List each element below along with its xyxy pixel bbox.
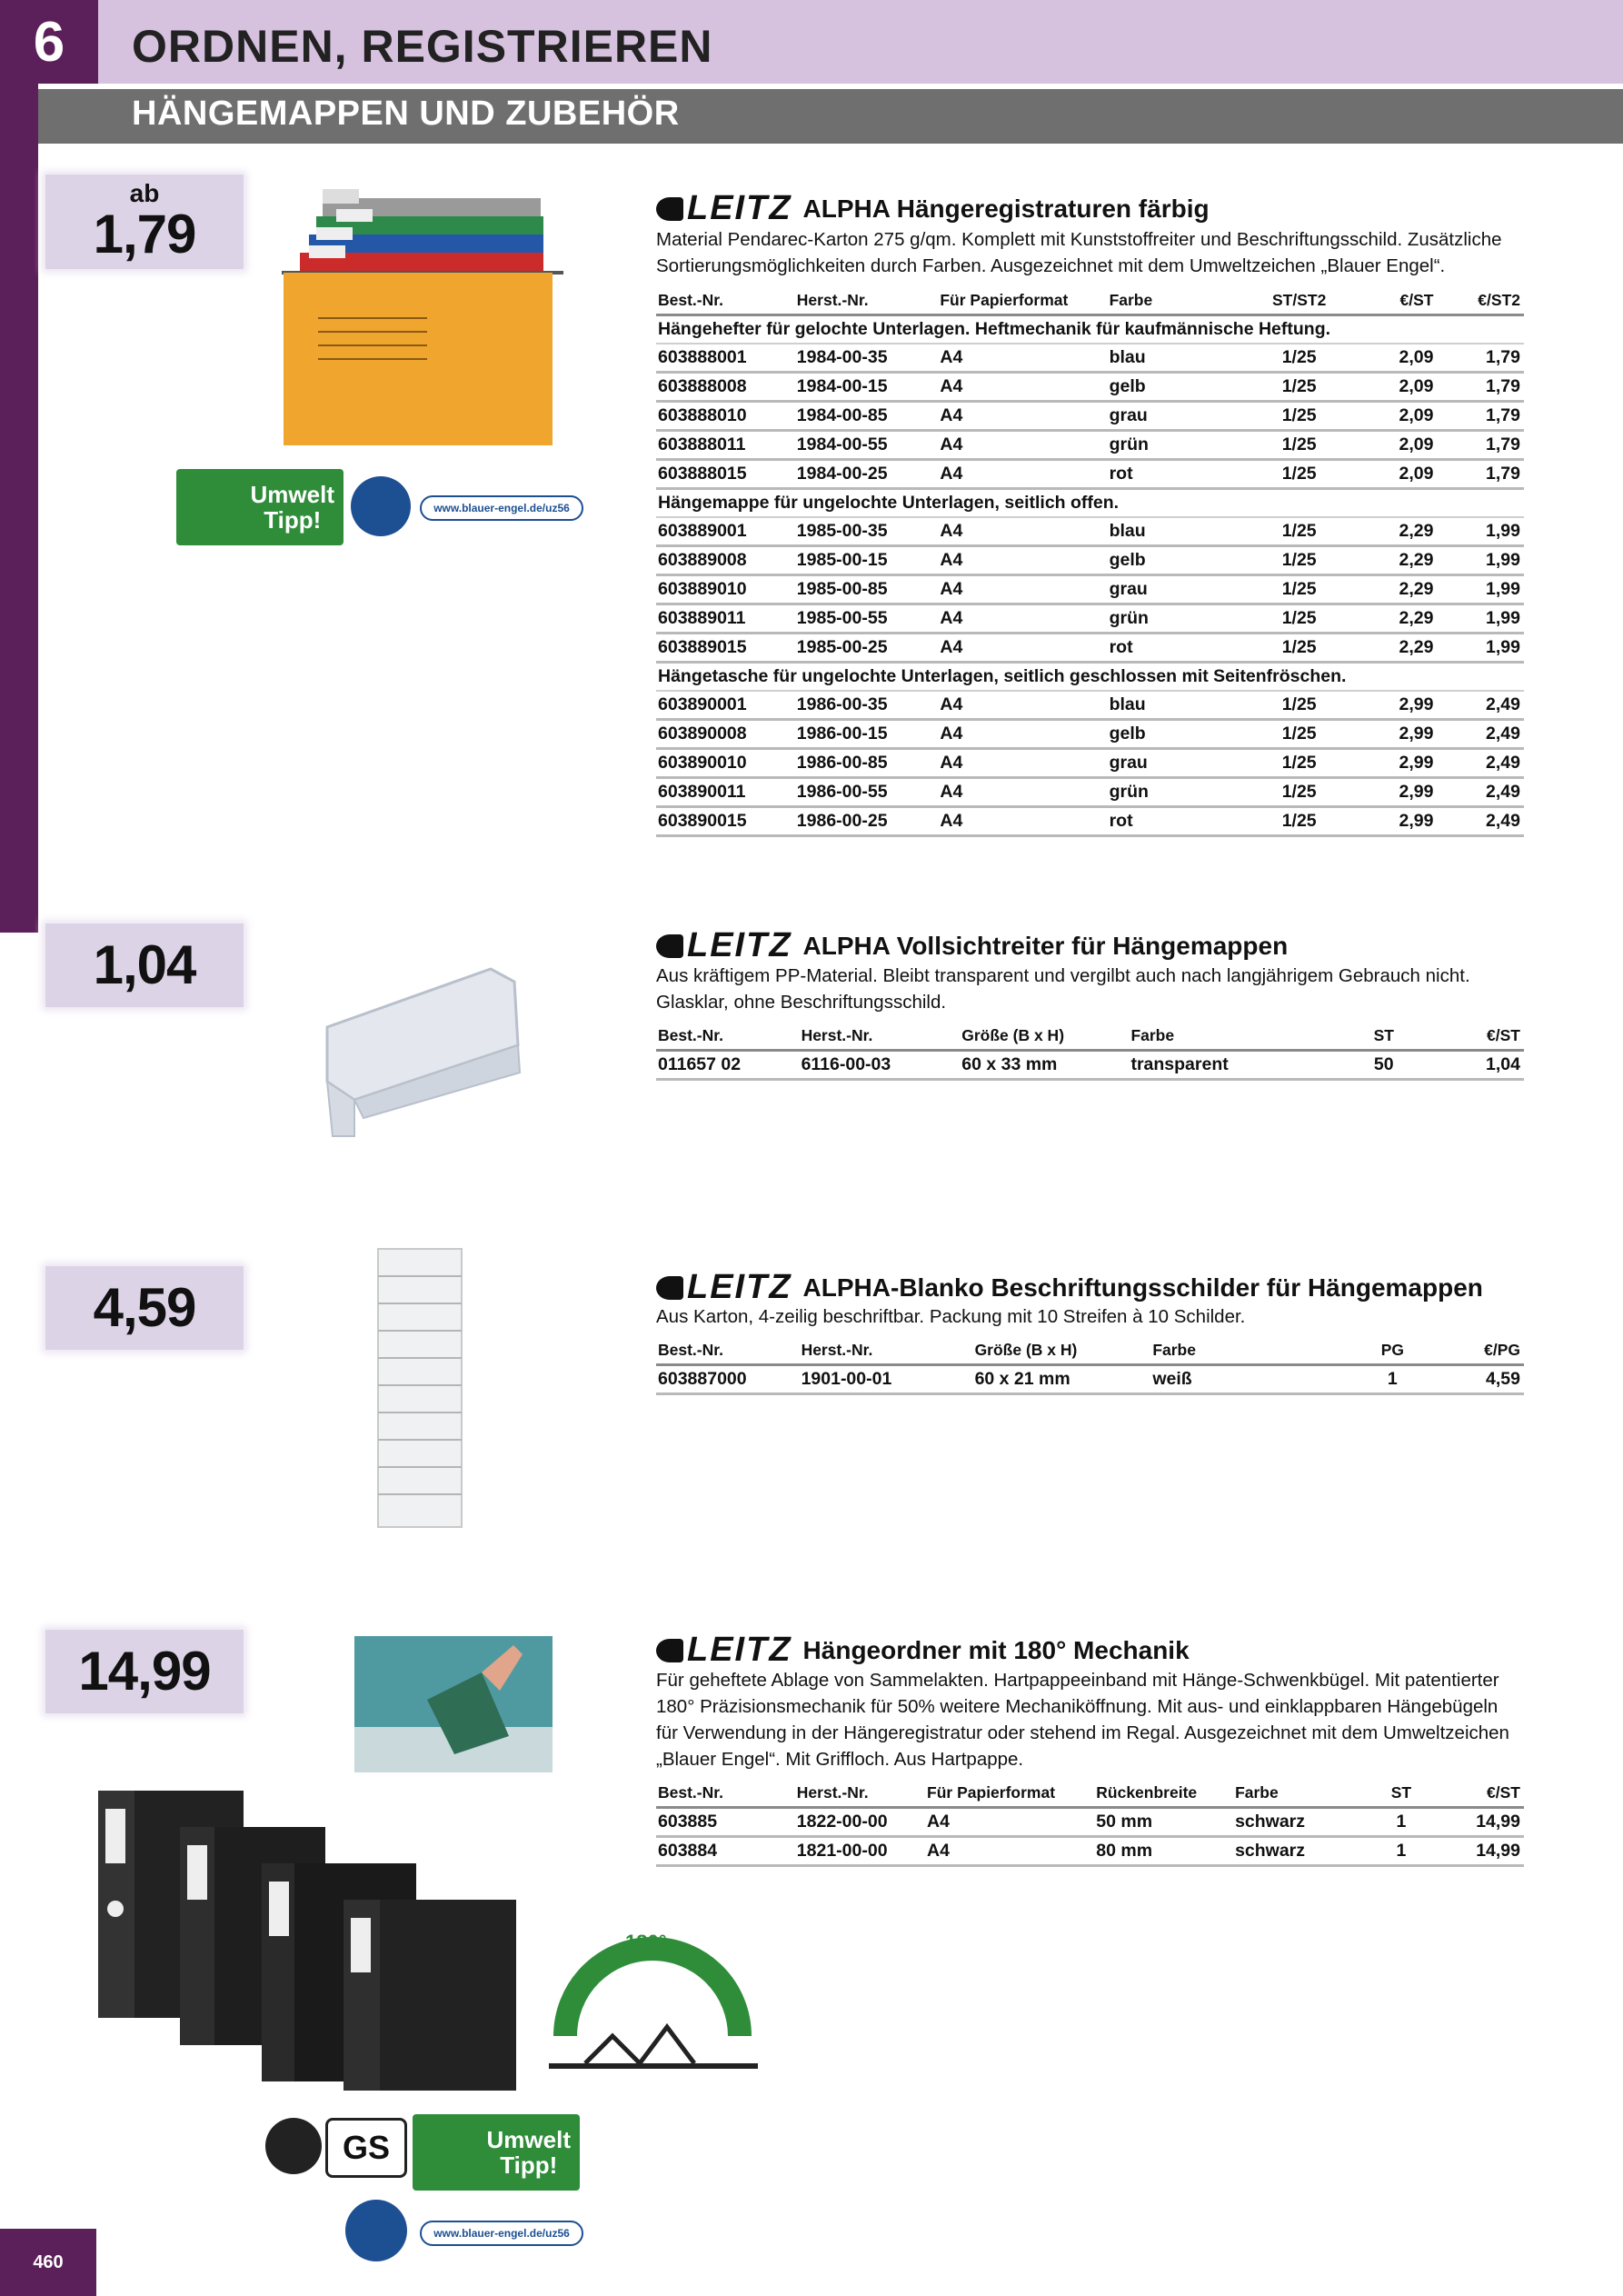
product-title-text: ALPHA-Blanko Beschriftungsschilder für Hängemappen [802, 1273, 1483, 1302]
table-cell: 1/25 [1246, 373, 1350, 402]
price-value: 4,59 [93, 1277, 196, 1338]
table-cell: A4 [938, 402, 1107, 431]
table-cell: 2,99 [1350, 720, 1438, 749]
chapter-number: 6 [0, 0, 98, 84]
table-cell: 2,99 [1350, 807, 1438, 836]
table-cell: 1986-00-35 [795, 691, 939, 720]
table-cell: 50 mm [1094, 1808, 1233, 1837]
column-header: €/ST2 [1437, 286, 1524, 315]
table-cell: 1984-00-15 [795, 373, 939, 402]
table-header-row [656, 1022, 1524, 1051]
table-cell: 60 x 33 mm [960, 1051, 1129, 1080]
order-number-cell: 603890008 [656, 720, 795, 749]
table-cell: 2,09 [1350, 460, 1438, 489]
table-cell: 2,09 [1350, 344, 1438, 373]
order-number-cell: 603888001 [656, 344, 795, 373]
tab-insert-image [309, 963, 527, 1145]
table-cell: 1,99 [1437, 634, 1524, 663]
table-cell: A4 [938, 373, 1107, 402]
table-cell: 2,49 [1437, 778, 1524, 807]
order-number-cell: 603889011 [656, 604, 795, 634]
table-cell: transparent [1129, 1051, 1337, 1080]
table-cell: 1/25 [1246, 575, 1350, 604]
table-cell: 1,79 [1437, 460, 1524, 489]
table-cell: 2,09 [1350, 431, 1438, 460]
table-row [656, 517, 1524, 546]
table-cell: A4 [938, 431, 1107, 460]
column-header: Größe (B x H) [973, 1336, 1151, 1365]
product-title-text: ALPHA Hängeregistraturen färbig [802, 194, 1210, 223]
column-header: Größe (B x H) [960, 1022, 1129, 1051]
order-number-cell: 603888010 [656, 402, 795, 431]
table-cell: 1,79 [1437, 402, 1524, 431]
product-table-1 [656, 286, 1524, 837]
table-cell: 1,79 [1437, 373, 1524, 402]
section-label-row [656, 663, 1524, 692]
usage-photo [354, 1636, 553, 1772]
table-cell: A4 [938, 691, 1107, 720]
umwelt-tipp-badge [413, 2114, 580, 2191]
column-header: Farbe [1233, 1779, 1372, 1808]
table-cell: 2,99 [1350, 691, 1438, 720]
table-cell: weiß [1150, 1365, 1354, 1394]
blauer-engel-icon [345, 2200, 407, 2261]
table-cell: A4 [938, 344, 1107, 373]
label-strip-image [376, 1247, 463, 1531]
table-row [656, 546, 1524, 575]
section-label-row [656, 489, 1524, 518]
table-cell: 1986-00-25 [795, 807, 939, 836]
section-label: Hängehefter für gelochte Unterlagen. Heftmechanik für kaufmännische Heftung. [656, 315, 1524, 344]
column-header: Best.-Nr. [656, 286, 795, 315]
table-cell: 1,99 [1437, 546, 1524, 575]
column-header: ST [1338, 1022, 1429, 1051]
price-badge-2 [45, 923, 244, 1007]
column-header: Best.-Nr. [656, 1779, 795, 1808]
table-cell: 1/25 [1246, 720, 1350, 749]
column-header: Herst.-Nr. [800, 1336, 973, 1365]
product-table-4 [656, 1779, 1524, 1867]
section-label-row [656, 315, 1524, 344]
product-description-2: Aus kräftigem PP-Material. Bleibt transparent und vergilbt auch nach langjährigem Gebrauch nicht. Glasklar, ohne Beschriftungsschild. [656, 965, 1470, 1013]
order-number-cell: 603889008 [656, 546, 795, 575]
table-cell: 1/25 [1246, 691, 1350, 720]
price-value: 14,99 [78, 1641, 211, 1702]
gs-mark: GS [325, 2118, 407, 2178]
quality-seal-icon [265, 2118, 322, 2174]
order-number-cell: 603890015 [656, 807, 795, 836]
table-cell: 50 [1338, 1051, 1429, 1080]
blauer-engel-url: www.blauer-engel.de/uz56 [420, 495, 583, 521]
order-number-cell: 603890001 [656, 691, 795, 720]
table-cell: 1984-00-55 [795, 431, 939, 460]
table-cell: 1985-00-15 [795, 546, 939, 575]
table-row [656, 1051, 1524, 1080]
column-header: €/ST [1429, 1779, 1524, 1808]
table-cell: 14,99 [1429, 1808, 1524, 1837]
table-cell: grün [1108, 431, 1247, 460]
table-cell: 1 [1372, 1808, 1429, 1837]
table-cell: 80 mm [1094, 1837, 1233, 1866]
table-cell: 1/25 [1246, 431, 1350, 460]
table-row [656, 634, 1524, 663]
column-header: Best.-Nr. [656, 1336, 800, 1365]
badge-180: 180° [625, 1931, 667, 1953]
product-title-4 [656, 1631, 1190, 1670]
column-header: €/ST [1350, 286, 1438, 315]
table-cell: A4 [938, 720, 1107, 749]
table-row [656, 1808, 1524, 1837]
table-cell: grün [1108, 604, 1247, 634]
order-number-cell: 603889001 [656, 517, 795, 546]
table-row [656, 720, 1524, 749]
table-cell: A4 [938, 604, 1107, 634]
page-number: 460 [0, 2229, 96, 2296]
table-cell: A4 [938, 460, 1107, 489]
table-cell: 1/25 [1246, 517, 1350, 546]
table-cell: 1985-00-55 [795, 604, 939, 634]
column-header: Farbe [1150, 1336, 1354, 1365]
table-cell: 1821-00-00 [795, 1837, 925, 1866]
price-badge-3 [45, 1266, 244, 1350]
product-description-1: Material Pendarec-Karton 275 g/qm. Komplett mit Kunststoffreiter und Beschriftungsschild. Zusätzliche Sortierungsmöglichkeiten durch Farben. Ausgezeichnet mit dem Umweltzeichen „Blauer Engel“. [656, 229, 1502, 276]
column-header: Farbe [1108, 286, 1247, 315]
table-row [656, 575, 1524, 604]
table-cell: 1901-00-01 [800, 1365, 973, 1394]
table-cell: 2,29 [1350, 517, 1438, 546]
table-cell: A4 [938, 575, 1107, 604]
order-number-cell: 603890010 [656, 749, 795, 778]
table-cell: 1/25 [1246, 344, 1350, 373]
table-cell: 1/25 [1246, 402, 1350, 431]
order-number-cell: 603888008 [656, 373, 795, 402]
column-header: ST/ST2 [1246, 286, 1350, 315]
table-cell: 1/25 [1246, 807, 1350, 836]
price-prefix: ab [129, 179, 160, 207]
order-number-cell: 011657 02 [656, 1051, 800, 1080]
table-row [656, 778, 1524, 807]
table-cell: 1,04 [1429, 1051, 1524, 1080]
table-cell: A4 [938, 749, 1107, 778]
chapter-title: ORDNEN, REGISTRIEREN [132, 21, 713, 72]
column-header: PG [1355, 1336, 1429, 1365]
table-cell: grau [1108, 575, 1247, 604]
table-cell: 1/25 [1246, 778, 1350, 807]
binders-image [89, 1763, 562, 2100]
table-cell: 1984-00-85 [795, 402, 939, 431]
column-header: Für Papierformat [925, 1779, 1094, 1808]
product-title-2 [656, 926, 1288, 965]
table-cell: 1 [1355, 1365, 1429, 1394]
product-table-2 [656, 1022, 1524, 1081]
table-cell: grün [1108, 778, 1247, 807]
table-cell: 1/25 [1246, 604, 1350, 634]
table-cell: 1984-00-35 [795, 344, 939, 373]
table-cell: 1,79 [1437, 431, 1524, 460]
order-number-cell: 603888015 [656, 460, 795, 489]
price-value: 1,79 [93, 204, 196, 265]
leitz-logo: LEITZ [656, 926, 792, 965]
table-row [656, 807, 1524, 836]
table-cell: schwarz [1233, 1837, 1372, 1866]
product-description-4: Für geheftete Ablage von Sammelakten. Hartpappeeinband mit Hänge-Schwenkbügel. Mit patentierter 180° Präzisionsmechanik für 50% weitere Mechaniköffnung. Mit aus- und einklappbaren Hängebügeln für Verwendung in der Hängeregistratur oder stehend im Regal. Ausgezeichnet mit dem Umweltzeichen „Blauer Engel“. Mit Griffloch. Aus Hartpappe. [656, 1670, 1509, 1770]
product-title-1 [656, 189, 1210, 228]
product-title-3 [656, 1268, 1483, 1307]
table-cell: grau [1108, 749, 1247, 778]
column-header: Für Papierformat [938, 286, 1107, 315]
table-cell: 1/25 [1246, 634, 1350, 663]
table-cell: blau [1108, 344, 1247, 373]
price-badge-4 [45, 1630, 244, 1713]
umwelt-label: Umwelt [486, 2126, 571, 2153]
table-row [656, 460, 1524, 489]
table-cell: 2,29 [1350, 604, 1438, 634]
umwelt-tipp-badge [176, 469, 344, 545]
table-cell: 2,49 [1437, 720, 1524, 749]
table-cell: gelb [1108, 720, 1247, 749]
table-cell: blau [1108, 517, 1247, 546]
order-number-cell: 603885 [656, 1808, 795, 1837]
table-cell: 1/25 [1246, 546, 1350, 575]
column-header: Rückenbreite [1094, 1779, 1233, 1808]
umwelt-label: Umwelt [250, 481, 334, 508]
order-number-cell: 603888011 [656, 431, 795, 460]
table-header-row [656, 286, 1524, 315]
column-header: Farbe [1129, 1022, 1337, 1051]
table-cell: grau [1108, 402, 1247, 431]
table-cell: 2,29 [1350, 634, 1438, 663]
order-number-cell: 603889015 [656, 634, 795, 663]
table-cell: 1,99 [1437, 517, 1524, 546]
table-row [656, 344, 1524, 373]
table-cell: 1986-00-15 [795, 720, 939, 749]
column-header: Herst.-Nr. [795, 1779, 925, 1808]
price-value: 1,04 [93, 934, 196, 995]
table-cell: 1985-00-35 [795, 517, 939, 546]
table-cell: 1/25 [1246, 749, 1350, 778]
column-header: €/ST [1429, 1022, 1524, 1051]
table-row [656, 749, 1524, 778]
section-title: HÄNGEMAPPEN UND ZUBEHÖR [132, 95, 680, 133]
column-header: Herst.-Nr. [800, 1022, 961, 1051]
table-row [656, 1365, 1524, 1394]
table-cell: 2,49 [1437, 749, 1524, 778]
table-cell: 60 x 21 mm [973, 1365, 1151, 1394]
leitz-logo: LEITZ [656, 189, 792, 228]
table-cell: A4 [938, 778, 1107, 807]
blauer-engel-url: www.blauer-engel.de/uz56 [420, 2221, 583, 2246]
product-description-3: Aus Karton, 4-zeilig beschriftbar. Packung mit 10 Streifen à 10 Schilder. [656, 1306, 1246, 1327]
table-cell: 4,59 [1429, 1365, 1524, 1394]
table-cell: 1984-00-25 [795, 460, 939, 489]
table-cell: A4 [925, 1837, 1094, 1866]
table-row [656, 604, 1524, 634]
table-cell: A4 [938, 634, 1107, 663]
tipp-label: Tipp! [500, 2151, 558, 2179]
section-label: Hängetasche für ungelochte Unterlagen, seitlich geschlossen mit Seitenfröschen. [656, 663, 1524, 692]
table-cell: 2,09 [1350, 402, 1438, 431]
column-header: ST [1372, 1779, 1429, 1808]
table-cell: 1985-00-25 [795, 634, 939, 663]
table-row [656, 402, 1524, 431]
table-cell: 1 [1372, 1837, 1429, 1866]
column-header: Herst.-Nr. [795, 286, 939, 315]
table-cell: A4 [938, 546, 1107, 575]
leitz-logo: LEITZ [656, 1631, 792, 1670]
table-cell: 1/25 [1246, 460, 1350, 489]
table-cell: rot [1108, 634, 1247, 663]
table-cell: 1986-00-85 [795, 749, 939, 778]
order-number-cell: 603884 [656, 1837, 795, 1866]
table-cell: A4 [938, 807, 1107, 836]
tipp-label: Tipp! [264, 506, 322, 534]
table-row [656, 431, 1524, 460]
order-number-cell: 603889010 [656, 575, 795, 604]
table-cell: 2,09 [1350, 373, 1438, 402]
table-header-row [656, 1779, 1524, 1808]
table-cell: schwarz [1233, 1808, 1372, 1837]
table-cell: 2,29 [1350, 575, 1438, 604]
table-cell: A4 [938, 517, 1107, 546]
table-cell: 1,79 [1437, 344, 1524, 373]
order-number-cell: 603887000 [656, 1365, 800, 1394]
order-number-cell: 603890011 [656, 778, 795, 807]
table-row [656, 1837, 1524, 1866]
hanging-folders-image [273, 182, 591, 454]
leitz-logo: LEITZ [656, 1268, 792, 1307]
side-bar [0, 84, 38, 933]
product-table-3 [656, 1336, 1524, 1395]
section-label: Hängemappe für ungelochte Unterlagen, seitlich offen. [656, 489, 1524, 518]
table-cell: 2,49 [1437, 691, 1524, 720]
column-header: €/PG [1429, 1336, 1524, 1365]
table-header-row [656, 1336, 1524, 1365]
table-cell: 1986-00-55 [795, 778, 939, 807]
table-cell: blau [1108, 691, 1247, 720]
table-cell: A4 [925, 1808, 1094, 1837]
table-cell: 1985-00-85 [795, 575, 939, 604]
table-cell: 2,29 [1350, 546, 1438, 575]
table-cell: 2,99 [1350, 778, 1438, 807]
table-cell: 2,49 [1437, 807, 1524, 836]
table-cell: rot [1108, 807, 1247, 836]
table-cell: 6116-00-03 [800, 1051, 961, 1080]
column-header: Best.-Nr. [656, 1022, 800, 1051]
table-row [656, 373, 1524, 402]
blauer-engel-icon [351, 476, 411, 536]
table-cell: gelb [1108, 546, 1247, 575]
table-cell: gelb [1108, 373, 1247, 402]
table-cell: 1,99 [1437, 604, 1524, 634]
product-title-text: ALPHA Vollsichtreiter für Hängemappen [802, 931, 1289, 960]
table-cell: 1822-00-00 [795, 1808, 925, 1837]
table-cell: rot [1108, 460, 1247, 489]
price-badge-1 [45, 175, 244, 269]
table-cell: 1,99 [1437, 575, 1524, 604]
table-row [656, 691, 1524, 720]
table-cell: 14,99 [1429, 1837, 1524, 1866]
product-title-text: Hängeordner mit 180° Mechanik [802, 1635, 1190, 1664]
table-cell: 2,99 [1350, 749, 1438, 778]
